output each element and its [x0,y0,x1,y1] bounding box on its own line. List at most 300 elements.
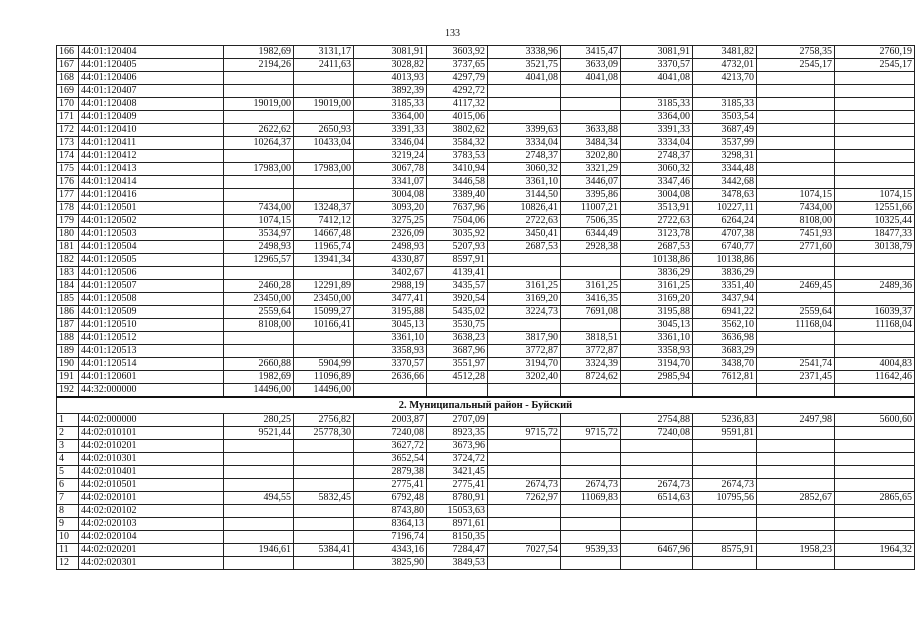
value-cell [757,345,835,358]
value-cell [294,150,354,163]
value-cell: 7434,00 [757,202,835,215]
table-row [57,293,915,306]
value-cell: 7506,35 [561,215,621,228]
row-number-cell: 189 [57,345,79,358]
value-cell: 3370,57 [621,59,693,72]
table-row [57,332,915,345]
value-cell: 2498,93 [354,241,427,254]
value-cell [488,85,561,98]
value-cell: 2988,19 [354,280,427,293]
value-cell: 14496,00 [294,384,354,398]
value-cell: 3185,33 [621,98,693,111]
value-cell: 3892,39 [354,85,427,98]
table-row [57,492,915,505]
value-cell [693,505,757,518]
cadastral-number-cell: 44:01:120514 [79,358,224,371]
value-cell: 8743,80 [354,505,427,518]
value-cell [693,85,757,98]
cadastral-number-cell: 44:02:010401 [79,466,224,479]
cadastral-number-cell: 44:02:020102 [79,505,224,518]
value-cell [488,414,561,427]
value-cell: 3416,35 [561,293,621,306]
value-cell: 3035,92 [427,228,488,241]
value-cell [488,319,561,332]
value-cell: 3298,31 [693,150,757,163]
value-cell: 3836,29 [693,267,757,280]
value-cell: 7451,93 [757,228,835,241]
value-cell: 2469,45 [757,280,835,293]
value-cell [561,414,621,427]
value-cell: 4297,79 [427,72,488,85]
value-cell [488,466,561,479]
value-cell: 13248,37 [294,202,354,215]
value-cell: 7027,54 [488,544,561,557]
value-cell: 2707,09 [427,414,488,427]
value-cell [224,267,294,280]
value-cell: 6344,49 [561,228,621,241]
value-cell [561,453,621,466]
row-number-cell: 179 [57,215,79,228]
cadastral-number-cell: 44:01:120506 [79,267,224,280]
value-cell [757,466,835,479]
value-cell [757,254,835,267]
value-cell [294,189,354,202]
table-row [57,98,915,111]
value-cell: 3562,10 [693,319,757,332]
value-cell: 3364,00 [621,111,693,124]
table-row [57,427,915,440]
row-number-cell: 187 [57,319,79,332]
value-cell: 7196,74 [354,531,427,544]
table-row [57,189,915,202]
row-number-cell: 174 [57,150,79,163]
value-cell [294,531,354,544]
value-cell: 3402,67 [354,267,427,280]
value-cell: 16039,37 [835,306,915,319]
table-row [57,137,915,150]
value-cell: 7637,96 [427,202,488,215]
value-cell: 2771,60 [757,241,835,254]
value-cell [224,531,294,544]
row-number-cell: 5 [57,466,79,479]
value-cell: 2928,38 [561,241,621,254]
value-cell: 3161,25 [561,280,621,293]
value-cell: 2674,73 [561,479,621,492]
value-cell: 2674,73 [693,479,757,492]
value-cell [294,440,354,453]
cadastral-number-cell: 44:02:020301 [79,557,224,570]
value-cell: 5904,99 [294,358,354,371]
value-cell [224,479,294,492]
value-cell: 8923,35 [427,427,488,440]
row-number-cell: 192 [57,384,79,398]
value-cell [621,531,693,544]
value-cell [757,85,835,98]
value-cell [294,479,354,492]
value-cell: 6467,96 [621,544,693,557]
value-cell: 3920,54 [427,293,488,306]
row-number-cell: 6 [57,479,79,492]
cadastral-number-cell: 44:01:120502 [79,215,224,228]
value-cell: 3836,29 [621,267,693,280]
value-cell [835,98,915,111]
value-cell [224,332,294,345]
value-cell: 23450,00 [224,293,294,306]
value-cell: 8597,91 [427,254,488,267]
value-cell [294,267,354,280]
value-cell: 3161,25 [488,280,561,293]
value-cell: 2559,64 [757,306,835,319]
table-row [57,176,915,189]
cadastral-number-cell: 44:02:020101 [79,492,224,505]
cadastral-number-cell: 44:02:010501 [79,479,224,492]
value-cell [835,518,915,531]
value-cell: 15053,63 [427,505,488,518]
value-cell: 3202,80 [561,150,621,163]
row-number-cell: 186 [57,306,79,319]
row-number-cell: 172 [57,124,79,137]
cadastral-number-cell: 44:02:020201 [79,544,224,557]
value-cell: 3361,10 [488,176,561,189]
value-cell [561,466,621,479]
row-number-cell: 168 [57,72,79,85]
value-cell: 6792,48 [354,492,427,505]
value-cell: 3169,20 [621,293,693,306]
value-cell: 2489,36 [835,280,915,293]
value-cell [488,531,561,544]
value-cell [835,332,915,345]
value-cell [224,345,294,358]
section-header [57,397,915,414]
value-cell: 3633,88 [561,124,621,137]
value-cell [757,505,835,518]
value-cell: 5384,41 [294,544,354,557]
value-cell: 6514,63 [621,492,693,505]
table-row [57,228,915,241]
value-cell: 2371,45 [757,371,835,384]
value-cell [224,466,294,479]
value-cell: 3391,33 [354,124,427,137]
cadastral-value-table [56,45,915,570]
value-cell [757,332,835,345]
value-cell: 3334,04 [488,137,561,150]
cadastral-number-cell: 44:01:120407 [79,85,224,98]
value-cell: 10433,04 [294,137,354,150]
value-cell: 11965,74 [294,241,354,254]
value-cell: 2687,53 [488,241,561,254]
value-cell: 3093,20 [354,202,427,215]
row-number-cell: 9 [57,518,79,531]
value-cell: 3324,39 [561,358,621,371]
value-cell: 2754,88 [621,414,693,427]
value-cell: 3067,78 [354,163,427,176]
value-cell: 10227,11 [693,202,757,215]
data-table-sheet [56,45,912,570]
value-cell: 3347,46 [621,176,693,189]
table-row [57,124,915,137]
value-cell: 3195,88 [354,306,427,319]
value-cell: 3481,82 [693,46,757,59]
value-cell: 7284,47 [427,544,488,557]
cadastral-number-cell: 44:01:120509 [79,306,224,319]
value-cell: 3435,57 [427,280,488,293]
value-cell: 11168,04 [757,319,835,332]
value-cell: 3687,96 [427,345,488,358]
value-cell [835,453,915,466]
table-row [57,72,915,85]
value-cell: 14496,00 [224,384,294,398]
value-cell [294,111,354,124]
table-body-district-1 [57,46,915,398]
value-cell: 4330,87 [354,254,427,267]
value-cell: 3344,48 [693,163,757,176]
value-cell: 12965,57 [224,254,294,267]
value-cell: 3737,65 [427,59,488,72]
row-number-cell: 184 [57,280,79,293]
value-cell [835,557,915,570]
value-cell: 3673,96 [427,440,488,453]
value-cell: 2636,66 [354,371,427,384]
cadastral-number-cell: 44:01:120406 [79,72,224,85]
value-cell: 3185,33 [354,98,427,111]
value-cell: 2622,62 [224,124,294,137]
value-cell: 2756,82 [294,414,354,427]
value-cell [757,124,835,137]
table-row [57,85,915,98]
value-cell [294,332,354,345]
value-cell [693,466,757,479]
table-row [57,544,915,557]
row-number-cell: 191 [57,371,79,384]
value-cell [757,453,835,466]
value-cell [757,293,835,306]
table-row [57,557,915,570]
value-cell: 11069,83 [561,492,621,505]
value-cell [757,176,835,189]
value-cell: 3202,40 [488,371,561,384]
row-number-cell: 185 [57,293,79,306]
row-number-cell: 10 [57,531,79,544]
value-cell [294,345,354,358]
value-cell [224,518,294,531]
value-cell: 5832,45 [294,492,354,505]
value-cell: 3045,13 [621,319,693,332]
table-row [57,371,915,384]
value-cell: 3081,91 [621,46,693,59]
value-cell [224,72,294,85]
value-cell [488,254,561,267]
value-cell: 3537,99 [693,137,757,150]
row-number-cell: 182 [57,254,79,267]
value-cell: 3724,72 [427,453,488,466]
value-cell: 23450,00 [294,293,354,306]
value-cell: 3438,70 [693,358,757,371]
value-cell [621,384,693,398]
cadastral-number-cell: 44:01:120414 [79,176,224,189]
value-cell: 3395,86 [561,189,621,202]
value-cell [354,384,427,398]
value-cell: 4512,28 [427,371,488,384]
value-cell [561,98,621,111]
value-cell [427,384,488,398]
value-cell [488,505,561,518]
row-number-cell: 176 [57,176,79,189]
value-cell: 5207,93 [427,241,488,254]
value-cell: 2498,93 [224,241,294,254]
cadastral-number-cell: 44:01:120508 [79,293,224,306]
row-number-cell: 171 [57,111,79,124]
cadastral-number-cell: 44:01:120413 [79,163,224,176]
table-row [57,241,915,254]
row-number-cell: 181 [57,241,79,254]
value-cell [693,557,757,570]
value-cell: 3399,63 [488,124,561,137]
value-cell [757,137,835,150]
cadastral-number-cell: 44:01:120507 [79,280,224,293]
value-cell: 2545,17 [835,59,915,72]
cadastral-number-cell: 44:32:000000 [79,384,224,398]
value-cell: 11007,21 [561,202,621,215]
cadastral-number-cell: 44:02:010301 [79,453,224,466]
value-cell: 5236,83 [693,414,757,427]
value-cell [561,531,621,544]
cadastral-number-cell: 44:01:120409 [79,111,224,124]
value-cell: 3503,54 [693,111,757,124]
table-row [57,150,915,163]
value-cell: 13941,34 [294,254,354,267]
value-cell: 3060,32 [621,163,693,176]
value-cell [488,98,561,111]
value-cell [294,466,354,479]
value-cell [693,518,757,531]
value-cell: 3370,57 [354,358,427,371]
value-cell: 9591,81 [693,427,757,440]
value-cell: 3144,50 [488,189,561,202]
value-cell: 3060,32 [488,163,561,176]
cadastral-number-cell: 44:01:120504 [79,241,224,254]
cadastral-number-cell: 44:01:120512 [79,332,224,345]
value-cell [561,505,621,518]
value-cell: 10138,86 [693,254,757,267]
section-row [57,397,915,414]
value-cell: 3358,93 [621,345,693,358]
value-cell: 10325,44 [835,215,915,228]
value-cell: 3410,94 [427,163,488,176]
value-cell: 2722,63 [488,215,561,228]
cadastral-number-cell: 44:02:020104 [79,531,224,544]
value-cell: 3361,10 [354,332,427,345]
value-cell: 17983,00 [294,163,354,176]
value-cell [835,111,915,124]
value-cell: 3045,13 [354,319,427,332]
row-number-cell: 4 [57,453,79,466]
value-cell: 4732,01 [693,59,757,72]
value-cell: 10795,56 [693,492,757,505]
value-cell: 2460,28 [224,280,294,293]
value-cell: 11168,04 [835,319,915,332]
cadastral-number-cell: 44:01:120411 [79,137,224,150]
row-number-cell: 175 [57,163,79,176]
value-cell: 3530,75 [427,319,488,332]
value-cell: 2775,41 [354,479,427,492]
value-cell [757,150,835,163]
row-number-cell: 173 [57,137,79,150]
value-cell: 19019,00 [224,98,294,111]
value-cell [757,557,835,570]
table-row [57,453,915,466]
value-cell: 4213,70 [693,72,757,85]
value-cell: 8108,00 [224,319,294,332]
value-cell: 2879,38 [354,466,427,479]
value-cell [757,531,835,544]
value-cell [835,466,915,479]
value-cell [835,124,915,137]
cadastral-number-cell: 44:01:120412 [79,150,224,163]
value-cell [224,150,294,163]
value-cell [835,384,915,398]
table-row [57,384,915,398]
value-cell: 14667,48 [294,228,354,241]
value-cell [757,163,835,176]
value-cell: 3437,94 [693,293,757,306]
value-cell: 3364,00 [354,111,427,124]
value-cell [757,479,835,492]
value-cell: 3450,41 [488,228,561,241]
table-row [57,345,915,358]
value-cell: 3131,17 [294,46,354,59]
value-cell: 2852,67 [757,492,835,505]
value-cell: 3603,92 [427,46,488,59]
value-cell: 11642,46 [835,371,915,384]
value-cell: 3219,24 [354,150,427,163]
value-cell: 19019,00 [294,98,354,111]
value-cell [224,176,294,189]
value-cell [835,150,915,163]
value-cell: 30138,79 [835,241,915,254]
value-cell [488,440,561,453]
value-cell: 1946,61 [224,544,294,557]
value-cell [835,293,915,306]
table-row [57,479,915,492]
value-cell: 3081,91 [354,46,427,59]
value-cell: 3161,25 [621,280,693,293]
value-cell: 2985,94 [621,371,693,384]
cadastral-number-cell: 44:02:020103 [79,518,224,531]
row-number-cell: 11 [57,544,79,557]
value-cell: 4041,08 [621,72,693,85]
value-cell: 3638,23 [427,332,488,345]
value-cell: 3341,07 [354,176,427,189]
row-number-cell: 12 [57,557,79,570]
value-cell: 3194,70 [621,358,693,371]
value-cell: 8724,62 [561,371,621,384]
value-cell: 3484,34 [561,137,621,150]
value-cell: 2003,87 [354,414,427,427]
value-cell [835,479,915,492]
value-cell: 3825,90 [354,557,427,570]
value-cell [488,518,561,531]
value-cell [621,557,693,570]
value-cell: 3185,33 [693,98,757,111]
value-cell: 8971,61 [427,518,488,531]
value-cell: 3478,63 [693,189,757,202]
value-cell [561,319,621,332]
table-row [57,202,915,215]
value-cell: 6740,77 [693,241,757,254]
value-cell: 4292,72 [427,85,488,98]
value-cell: 3004,08 [621,189,693,202]
value-cell: 2194,26 [224,59,294,72]
